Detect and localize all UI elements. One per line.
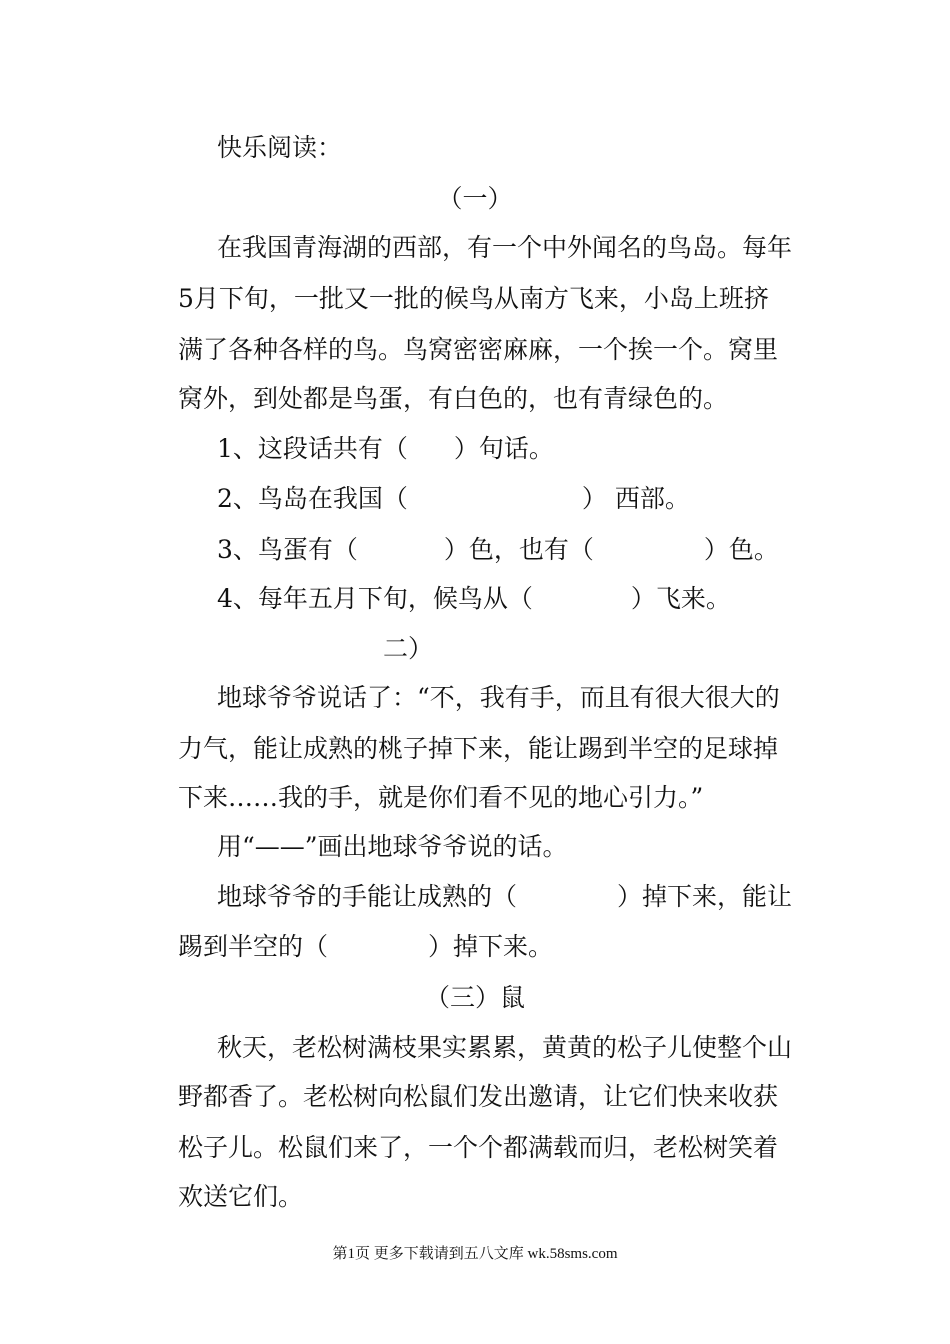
question-2-text-a: 2、鸟岛在我国（ [217, 484, 408, 513]
question-1 [217, 433, 857, 465]
question-4-text-b: ）飞来。 [630, 584, 731, 613]
section-2-heading: 二） [383, 634, 434, 663]
question-2-text-b: ） 西部。 [581, 484, 690, 513]
section-2-fill-line [217, 881, 857, 913]
fill-2-text-b: ）掉下来。 [428, 932, 554, 961]
section-3-paragraph-line: 松子儿。松鼠们来了，一个个都满载而归，老松树笑着 [178, 1133, 779, 1162]
question-1-text-a: 1、这段话共有（ [217, 434, 408, 463]
section-3-paragraph-line: 秋天，老松树满枝果实累累，黄黄的松子儿使整个山 [217, 1033, 793, 1062]
section-2-paragraph-line: 下来……我的手，就是你们看不见的地心引力。” [178, 783, 704, 812]
section-2-instruction: 用“——”画出地球爷爷说的话。 [217, 832, 568, 861]
question-1-text-b: ）句话。 [453, 434, 554, 463]
section-1-paragraph-line: 5月下旬，一批又一批的候鸟从南方飞来，小岛上班挤 [178, 284, 769, 313]
section-1-paragraph-line: 在我国青海湖的西部，有一个中外闻名的鸟岛。每年 [217, 233, 793, 262]
question-4-text-a: 4、每年五月下旬，候鸟从（ [217, 584, 533, 613]
section-1-heading: （一） [437, 184, 513, 213]
question-3-text-a: 3、鸟蛋有（ [217, 535, 358, 564]
question-3-text-c: ）色。 [703, 535, 779, 564]
page-footer: 第1页 更多下载请到五八文库 wk.58sms.com [332, 1246, 618, 1262]
fill-2-text-a: 踢到半空的（ [178, 932, 329, 961]
question-2 [217, 483, 857, 515]
section-3-paragraph-line: 欢送它们。 [178, 1182, 304, 1211]
section-1-paragraph-line: 满了各种各样的鸟。鸟窝密密麻麻，一个挨一个。窝里 [178, 335, 779, 364]
fill-1-text-a: 地球爷爷的手能让成熟的（ [217, 882, 518, 911]
section-2-fill-line [178, 931, 818, 963]
fill-1-text-b: ）掉下来，能让 [617, 882, 793, 911]
section-2-paragraph-line: 力气，能让成熟的桃子掉下来，能让踢到半空的足球掉 [178, 734, 779, 763]
reading-title: 快乐阅读： [217, 133, 343, 162]
question-3 [217, 534, 857, 566]
question-4 [217, 583, 857, 615]
section-2-paragraph-line: 地球爷爷说话了：“不，我有手，而且有很大很大的 [217, 683, 780, 712]
section-3-heading: （三）鼠 [424, 983, 525, 1012]
question-3-text-b: ）色，也有（ [443, 535, 594, 564]
section-3-paragraph-line: 野都香了。老松树向松鼠们发出邀请，让它们快来收获 [178, 1082, 779, 1111]
section-1-paragraph-line: 窝外，到处都是鸟蛋，有白色的，也有青绿色的。 [178, 384, 729, 413]
